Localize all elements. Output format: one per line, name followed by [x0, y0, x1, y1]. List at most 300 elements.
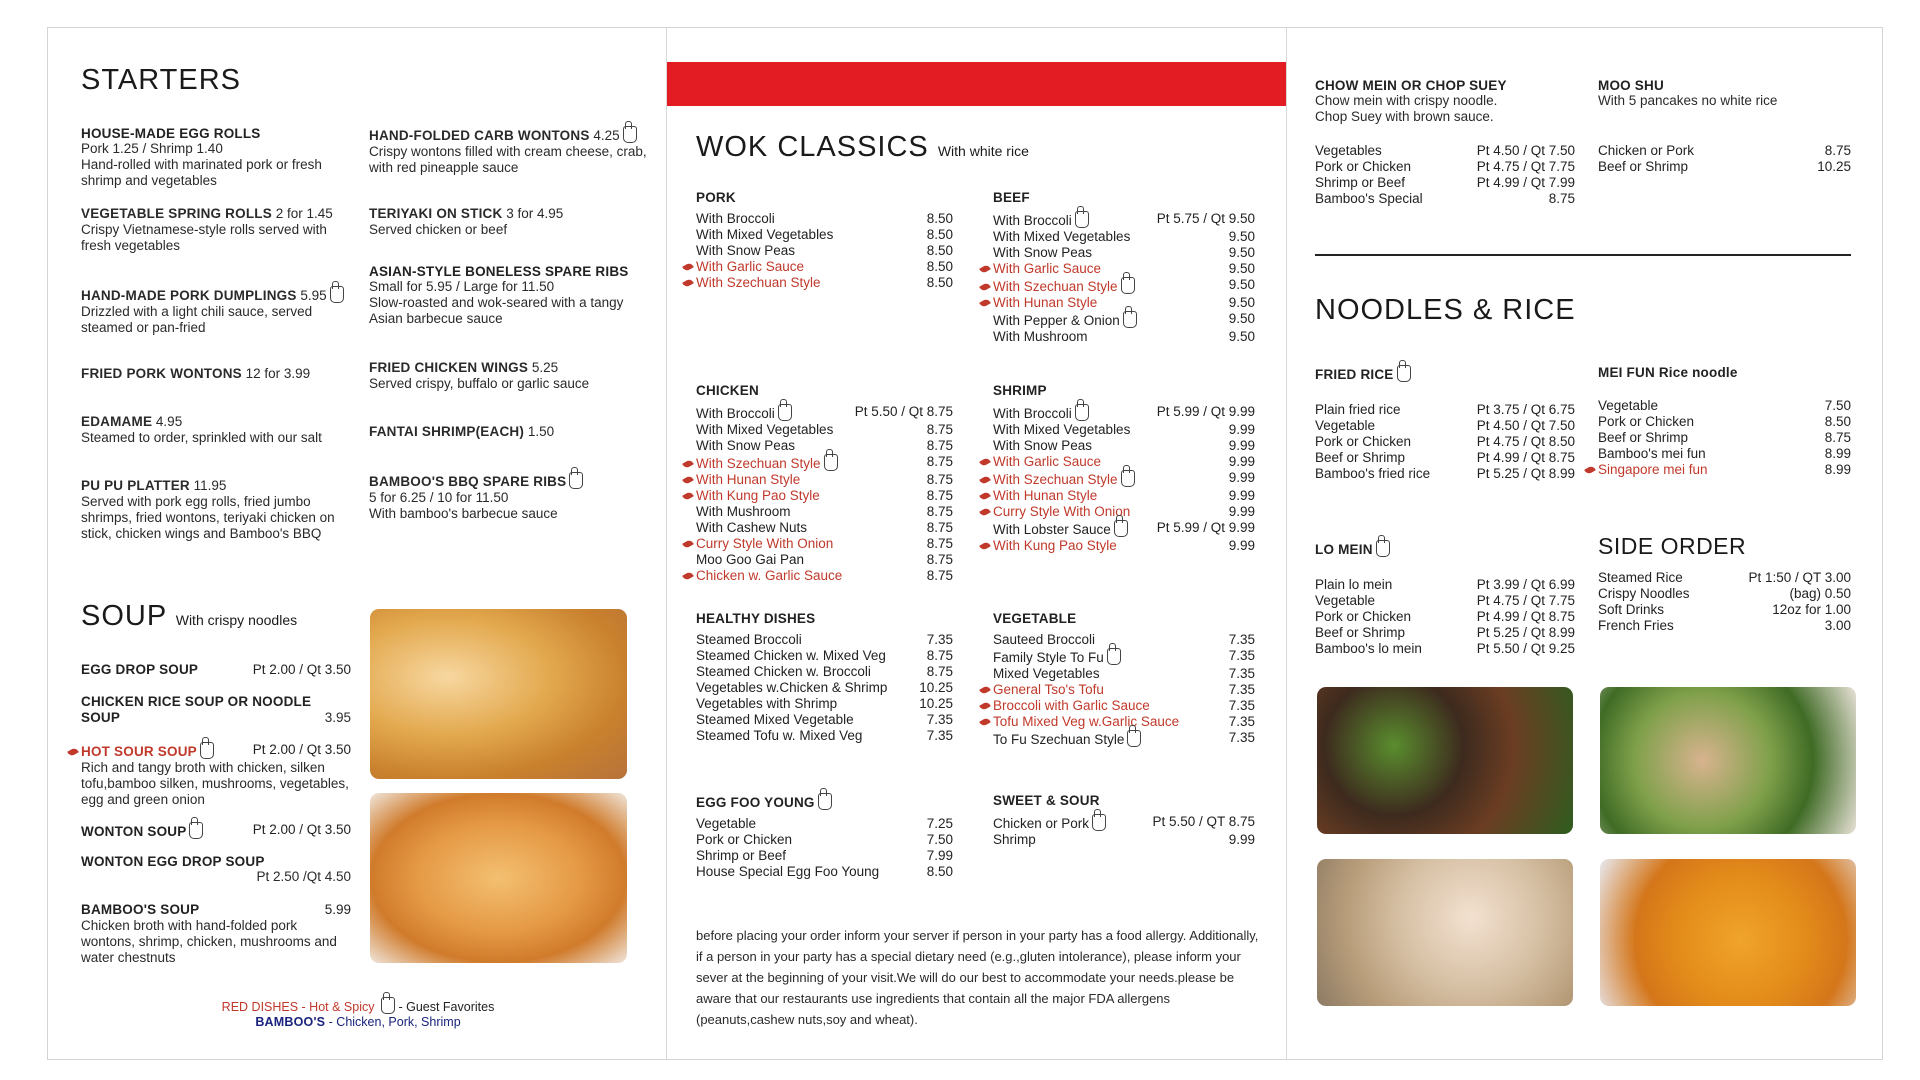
- item-name: With Szechuan Style: [993, 279, 1118, 294]
- menu-item: [696, 275, 953, 291]
- menu-item: [993, 814, 1255, 832]
- item-name: Plain fried rice: [1315, 402, 1401, 417]
- item-price: Pt 4.50 / Qt 7.50: [1476, 418, 1575, 433]
- thumbs-up-icon: [330, 286, 344, 303]
- item-name: With Cashew Nuts: [696, 520, 808, 535]
- item-price: 4.25: [593, 128, 620, 143]
- section-desc: Chow mein with crispy noodle.: [1315, 93, 1498, 108]
- thumbs-up-icon: [623, 126, 637, 143]
- item-name: With Mixed Vegetables: [993, 422, 1131, 437]
- menu-item: [696, 504, 953, 520]
- chili-icon: [682, 459, 694, 469]
- section-title-text: SHRIMP: [993, 383, 1047, 398]
- section-title: [993, 611, 1255, 626]
- item-price: 8.50: [926, 259, 953, 274]
- section-title: [696, 190, 953, 205]
- menu-item: [696, 680, 953, 696]
- item-name: EGG DROP SOUP: [81, 662, 199, 677]
- item-name: Vegetable: [696, 816, 757, 831]
- item-name: Mixed Vegetables: [993, 666, 1100, 681]
- item-price: 1.50: [527, 424, 555, 439]
- mei-fun-photo: [1317, 859, 1573, 1006]
- section-title: SIDE ORDER: [1598, 533, 1747, 559]
- menu-item: [993, 329, 1255, 345]
- section-title: LO MEIN: [1315, 542, 1373, 557]
- menu-item: [696, 816, 953, 832]
- item-price: 3 for 4.95: [506, 206, 564, 221]
- legend: [168, 997, 548, 1030]
- menu-item: [369, 126, 659, 206]
- starters-right-column: [369, 126, 659, 522]
- item-name: With Szechuan Style: [696, 275, 821, 290]
- item-price: 7.35: [1228, 714, 1255, 729]
- item-name: Steamed Broccoli: [696, 632, 802, 647]
- section-healthy: [696, 611, 953, 744]
- soup-title: [81, 600, 297, 633]
- thumbs-up-icon: [1376, 540, 1390, 557]
- item-list: [1315, 143, 1575, 207]
- menu-item: [81, 286, 351, 366]
- item-price: 8.75: [926, 472, 953, 487]
- menu-item: [993, 520, 1255, 538]
- menu-item: [1315, 159, 1575, 175]
- item-price: 8.75: [926, 536, 953, 551]
- item-price: 8.75: [1824, 430, 1851, 445]
- item-price: Pt 5.25 / Qt 8.99: [1476, 466, 1575, 481]
- item-price: Pt 5.75 / Qt 9.50: [1156, 211, 1255, 226]
- section-chicken: [696, 383, 953, 584]
- item-name: With Snow Peas: [696, 438, 796, 453]
- item-price: Pt 2.00 / Qt 3.50: [252, 742, 351, 757]
- menu-item: [993, 504, 1255, 520]
- item-price: Pt 4.50 / Qt 7.50: [1476, 143, 1575, 158]
- item-price: 7.35: [1228, 698, 1255, 713]
- menu-item: [696, 438, 953, 454]
- item-name: TERIYAKI ON STICK: [369, 206, 503, 221]
- item-name: With Hunan Style: [993, 295, 1098, 310]
- section-title: FRIED RICE: [1315, 367, 1394, 382]
- thumbs-up-icon: [569, 472, 583, 489]
- thumbs-up-icon: [1107, 648, 1121, 665]
- menu-item: [369, 360, 659, 424]
- item-name: With Broccoli: [993, 213, 1072, 228]
- menu-item: [1598, 143, 1851, 159]
- item-price: 8.75: [926, 504, 953, 519]
- item-price: 8.50: [926, 243, 953, 258]
- wok-title: [696, 131, 1029, 164]
- section-title: CHOW MEIN OR CHOP SUEY: [1315, 78, 1507, 93]
- item-price: Pt 5.50 / QT 8.75: [1152, 814, 1255, 829]
- item-price: Pt 5.25 / Qt 8.99: [1476, 625, 1575, 640]
- thumbs-up-icon: [1397, 365, 1411, 382]
- item-price: 9.50: [1228, 229, 1255, 244]
- menu-item: [696, 632, 953, 648]
- chicken-broccoli-photo: [1600, 687, 1856, 834]
- chili-icon: [979, 541, 991, 551]
- item-price: 7.35: [1228, 666, 1255, 681]
- item-price: 7.35: [926, 728, 953, 743]
- item-price: 3.95: [324, 710, 351, 725]
- item-name: FANTAI SHRIMP(EACH): [369, 424, 525, 439]
- section-mooshu: [1598, 78, 1851, 175]
- item-price: Pt 5.99 / Qt 9.99: [1156, 520, 1255, 535]
- menu-item: [1598, 618, 1851, 634]
- item-desc: Hand-rolled with marinated pork or fresh shrimp and vegetables: [81, 157, 322, 188]
- menu-item: [81, 126, 351, 206]
- section-beef: [993, 190, 1255, 345]
- item-name: Shrimp: [993, 832, 1036, 847]
- noodles-title: NOODLES & RICE: [1315, 294, 1576, 326]
- thumbs-up-icon: [381, 997, 395, 1014]
- item-price: 8.75: [926, 664, 953, 679]
- item-name: With Garlic Sauce: [696, 259, 805, 274]
- section-chowmein: [1315, 78, 1575, 207]
- item-price: 12oz for 1.00: [1772, 602, 1851, 617]
- section-title-text: SWEET & SOUR: [993, 793, 1100, 808]
- panel-starters-soup: [48, 28, 667, 1059]
- item-name: Soft Drinks: [1598, 602, 1665, 617]
- item-name: With Snow Peas: [993, 245, 1093, 260]
- section-title-text: EGG FOO YOUNG: [696, 795, 815, 810]
- item-price: 7.35: [926, 632, 953, 647]
- item-name: Curry Style With Onion: [696, 536, 834, 551]
- menu-item: [993, 311, 1255, 329]
- item-name: Bamboo's mei fun: [1598, 446, 1706, 461]
- item-name: General Tso's Tofu: [993, 682, 1104, 697]
- item-price: 8.99: [1824, 462, 1851, 477]
- menu-item: [369, 264, 659, 360]
- menu-item: [1598, 462, 1851, 478]
- item-name: With Snow Peas: [696, 243, 796, 258]
- item-price: 7.50: [926, 832, 953, 847]
- item-price: Pt 4.99 / Qt 7.99: [1476, 175, 1575, 190]
- item-name: Vegetable: [1598, 398, 1659, 413]
- chili-icon: [682, 539, 694, 549]
- item-price: 9.50: [1228, 245, 1255, 260]
- item-name: With Broccoli: [696, 211, 775, 226]
- red-banner: [667, 62, 1286, 106]
- item-name: HAND-MADE PORK DUMPLINGS: [81, 288, 297, 303]
- item-name: Steamed Chicken w. Mixed Veg: [696, 648, 886, 663]
- menu-item: [696, 832, 953, 848]
- item-price: 9.50: [1228, 277, 1255, 292]
- starters-left-column: [81, 126, 351, 542]
- item-name: PU PU PLATTER: [81, 478, 190, 493]
- section-title: [993, 190, 1255, 205]
- item-desc: Served crispy, buffalo or garlic sauce: [369, 376, 590, 391]
- legend-bamboo: BAMBOO'S: [255, 1015, 326, 1029]
- section-title-text: PORK: [696, 190, 736, 205]
- item-price: 8.75: [926, 520, 953, 535]
- section-title-text: VEGETABLE: [993, 611, 1077, 626]
- item-price: Pt 5.50 / Qt 8.75: [854, 404, 953, 419]
- item-price: Pt 1:50 / QT 3.00: [1748, 570, 1851, 585]
- item-name: With Lobster Sauce: [993, 522, 1111, 537]
- menu-item: [696, 211, 953, 227]
- item-price: Pt 2.50 /Qt 4.50: [256, 869, 351, 884]
- section-meifun: [1598, 365, 1851, 478]
- item-name: Vegetables with Shrimp: [696, 696, 838, 711]
- item-list: [1598, 398, 1851, 478]
- legend-bamboo-desc: - Chicken, Pork, Shrimp: [325, 1015, 461, 1029]
- section-eggfoo: [696, 793, 953, 880]
- item-desc: Served with pork egg rolls, fried jumbo shrimps, fried wontons, teriyaki chicken on stick, chicken wings and Bamboo's BBQ: [81, 494, 335, 541]
- item-name: Bamboo's Special: [1315, 191, 1423, 206]
- item-price: 11.95: [193, 478, 227, 493]
- thumbs-up-icon: [1075, 211, 1089, 228]
- item-price: 10.25: [919, 680, 953, 695]
- menu-item: [696, 664, 953, 680]
- thumbs-up-icon: [778, 404, 792, 421]
- menu-item: [1315, 191, 1575, 207]
- thumbs-up-icon: [1075, 404, 1089, 421]
- chili-icon: [979, 685, 991, 695]
- menu-item: [993, 832, 1255, 848]
- item-price: 9.99: [1228, 454, 1255, 469]
- item-name: Beef or Shrimp: [1315, 625, 1406, 640]
- item-desc: Small for 5.95 / Large for 11.50: [369, 279, 555, 294]
- section-sweet: [993, 793, 1255, 848]
- menu-item: [993, 488, 1255, 504]
- item-name: With Broccoli: [993, 406, 1072, 421]
- item-name: With Mushroom: [993, 329, 1088, 344]
- item-price: 9.50: [1228, 261, 1255, 276]
- item-price: 8.50: [926, 227, 953, 242]
- item-price: Pt 3.75 / Qt 6.75: [1476, 402, 1575, 417]
- item-name: Steamed Rice: [1598, 570, 1683, 585]
- menu-item: [993, 632, 1255, 648]
- item-desc: With bamboo's barbecue sauce: [369, 506, 558, 521]
- soup-title-text: SOUP: [81, 600, 167, 632]
- item-name: With Snow Peas: [993, 438, 1093, 453]
- item-price: 9.99: [1228, 422, 1255, 437]
- menu-item: [993, 422, 1255, 438]
- item-price: 9.50: [1228, 311, 1255, 326]
- thumbs-up-icon: [824, 454, 838, 471]
- item-name: BAMBOO'S BBQ SPARE RIBS: [369, 474, 567, 489]
- item-name: With Kung Pao Style: [993, 538, 1117, 553]
- menu-item: [1315, 418, 1575, 434]
- item-name: Vegetable: [1315, 593, 1376, 608]
- section-title: [696, 793, 953, 810]
- item-name: BAMBOO'S SOUP: [81, 902, 200, 917]
- menu-item: [993, 211, 1255, 229]
- menu-item: [81, 854, 351, 902]
- menu-item: [696, 472, 953, 488]
- menu-item: [81, 478, 351, 542]
- section-friedrice: [1315, 365, 1575, 482]
- item-name: Vegetables w.Chicken & Shrimp: [696, 680, 888, 695]
- item-name: VEGETABLE SPRING ROLLS: [81, 206, 272, 221]
- item-name: With Kung Pao Style: [696, 488, 820, 503]
- item-list: [1315, 577, 1575, 657]
- section-pork: [696, 190, 953, 291]
- item-name: With Garlic Sauce: [993, 454, 1102, 469]
- section-title-text: HEALTHY DISHES: [696, 611, 816, 626]
- menu-item: [696, 552, 953, 568]
- item-price: 7.35: [926, 712, 953, 727]
- beef-broccoli-photo: [1317, 687, 1573, 834]
- thumbs-up-icon: [1121, 470, 1135, 487]
- menu-item: [993, 277, 1255, 295]
- item-name: Crispy Noodles: [1598, 586, 1690, 601]
- item-price: Pt 5.50 / Qt 9.25: [1476, 641, 1575, 656]
- allergy-notice: before placing your order inform your server if person in your party has a food allergy. Additionally, if a person in your party has a special dietary need (e.g.,gluten intolerance), please inform your sever at the beginning of your visit.We will do our best to accommodate your needs.please be aware that our restaurants use ingredients that contain all the major FDA allergens (peanuts,cashew nuts,soy and wheat).: [696, 928, 1259, 1027]
- item-name: Singapore mei fun: [1598, 462, 1708, 477]
- menu-item: [696, 488, 953, 504]
- menu-item: [993, 666, 1255, 682]
- item-price: 7.99: [926, 848, 953, 863]
- menu-item: [993, 229, 1255, 245]
- menu-item: [993, 404, 1255, 422]
- item-price: 9.50: [1228, 329, 1255, 344]
- item-name: Shrimp or Beef: [1315, 175, 1406, 190]
- item-name: Beef or Shrimp: [1598, 159, 1689, 174]
- item-price: Pt 4.75 / Qt 7.75: [1476, 593, 1575, 608]
- item-name: With Szechuan Style: [993, 472, 1118, 487]
- section-title: [696, 383, 953, 398]
- chili-icon: [979, 475, 991, 485]
- item-name: With Mushroom: [696, 504, 791, 519]
- menu-item: [1315, 450, 1575, 466]
- item-price: 7.25: [926, 816, 953, 831]
- egg-rolls-photo: [370, 609, 627, 779]
- item-name: CHICKEN RICE SOUP OR NOODLE SOUP: [81, 694, 312, 725]
- soup-subtitle: With crispy noodles: [175, 612, 298, 628]
- menu-item: [696, 520, 953, 536]
- item-name: Chicken or Pork: [1598, 143, 1695, 158]
- item-price: Pt 2.00 / Qt 3.50: [252, 822, 351, 837]
- item-price: 8.50: [1824, 414, 1851, 429]
- section-title: [993, 383, 1255, 398]
- item-name: Curry Style With Onion: [993, 504, 1131, 519]
- chili-icon: [979, 457, 991, 467]
- item-name: With Broccoli: [696, 406, 775, 421]
- menu-item: [696, 712, 953, 728]
- item-desc: Crispy Vietnamese-style rolls served with fresh vegetables: [81, 222, 327, 253]
- item-price: 3.00: [1824, 618, 1851, 633]
- menu-item: [81, 206, 351, 286]
- item-price: 7.35: [1228, 632, 1255, 647]
- item-name: With Szechuan Style: [696, 456, 821, 471]
- item-name: EDAMAME: [81, 414, 153, 429]
- item-price: (bag) 0.50: [1789, 586, 1851, 601]
- item-name: With Mixed Vegetables: [696, 422, 834, 437]
- item-price: Pt 4.99 / Qt 8.75: [1476, 450, 1575, 465]
- item-price: Pt 2.00 / Qt 3.50: [252, 662, 351, 677]
- menu-item: [81, 366, 351, 414]
- item-name: Shrimp or Beef: [696, 848, 787, 863]
- item-name: French Fries: [1598, 618, 1674, 633]
- menu-item: [696, 568, 953, 584]
- item-name: Vegetable: [1315, 418, 1376, 433]
- item-price: 9.99: [1228, 832, 1255, 847]
- item-price: 7.35: [1228, 682, 1255, 697]
- menu-item: [696, 259, 953, 275]
- section-divider: [1315, 254, 1851, 256]
- menu-item: [1315, 577, 1575, 593]
- menu-item: [1315, 466, 1575, 482]
- item-price: 12 for 3.99: [245, 366, 311, 381]
- soup-list: [81, 662, 351, 966]
- section-title: MOO SHU: [1598, 78, 1664, 93]
- item-price: 2 for 1.45: [275, 206, 333, 221]
- section-title-text: CHICKEN: [696, 383, 759, 398]
- item-name: With Mixed Vegetables: [993, 229, 1131, 244]
- item-name: Steamed Mixed Vegetable: [696, 712, 854, 727]
- menu-item: [1598, 414, 1851, 430]
- item-name: Pork or Chicken: [1598, 414, 1695, 429]
- item-name: ASIAN-STYLE BONELESS SPARE RIBS: [369, 264, 629, 279]
- menu-item: [993, 538, 1255, 554]
- thumbs-up-icon: [200, 742, 214, 759]
- item-name: Pork or Chicken: [696, 832, 793, 847]
- menu-sheet: [47, 27, 1883, 1060]
- menu-item: [369, 472, 659, 522]
- item-name: Vegetables: [1315, 143, 1382, 158]
- thumbs-up-icon: [1127, 730, 1141, 747]
- menu-item: [1598, 446, 1851, 462]
- item-list: [1598, 570, 1851, 634]
- chili-icon: [682, 262, 694, 272]
- item-name: FRIED PORK WONTONS: [81, 366, 242, 381]
- menu-item: [1598, 602, 1851, 618]
- menu-item: [993, 698, 1255, 714]
- wok-title-text: WOK CLASSICS: [696, 131, 929, 163]
- menu-item: [696, 422, 953, 438]
- section-desc: With 5 pancakes no white rice: [1598, 93, 1778, 108]
- item-price: Pt 5.99 / Qt 9.99: [1156, 404, 1255, 419]
- menu-item: [993, 438, 1255, 454]
- menu-item: [369, 424, 659, 472]
- chili-icon: [682, 571, 694, 581]
- menu-item: [1598, 586, 1851, 602]
- item-desc: Drizzled with a light chili sauce, served steamed or pan-fried: [81, 304, 313, 335]
- thumbs-up-icon: [1114, 520, 1128, 537]
- section-title: [696, 611, 953, 626]
- wok-subtitle: With white rice: [937, 143, 1029, 159]
- thumbs-up-icon: [1092, 814, 1106, 831]
- menu-item: [1315, 609, 1575, 625]
- menu-item: [696, 696, 953, 712]
- item-price: 8.75: [1824, 143, 1851, 158]
- chili-icon: [1584, 465, 1596, 475]
- chili-icon: [979, 264, 991, 274]
- item-name: Sauteed Broccoli: [993, 632, 1096, 647]
- item-price: 7.35: [1228, 648, 1255, 663]
- item-price: Pt 4.99 / Qt 8.75: [1476, 609, 1575, 624]
- item-desc: Pork 1.25 / Shrimp 1.40: [81, 141, 223, 156]
- item-price: 7.35: [1228, 730, 1255, 745]
- item-list: [1598, 143, 1851, 175]
- section-lomein: [1315, 540, 1575, 657]
- item-price: 8.75: [926, 422, 953, 437]
- item-price: 9.99: [1228, 538, 1255, 553]
- item-name: HOUSE-MADE EGG ROLLS: [81, 126, 261, 141]
- item-price: 8.50: [926, 864, 953, 879]
- menu-item: [1598, 159, 1851, 175]
- menu-item: [696, 848, 953, 864]
- chili-icon: [67, 747, 79, 757]
- item-name: Plain lo mein: [1315, 577, 1393, 592]
- item-price: 8.75: [926, 648, 953, 663]
- crab-wontons-photo: [370, 793, 627, 963]
- item-name: With Hunan Style: [696, 472, 801, 487]
- item-name: Beef or Shrimp: [1598, 430, 1689, 445]
- item-name: Pork or Chicken: [1315, 434, 1412, 449]
- menu-item: [81, 742, 351, 822]
- menu-item: [81, 662, 351, 694]
